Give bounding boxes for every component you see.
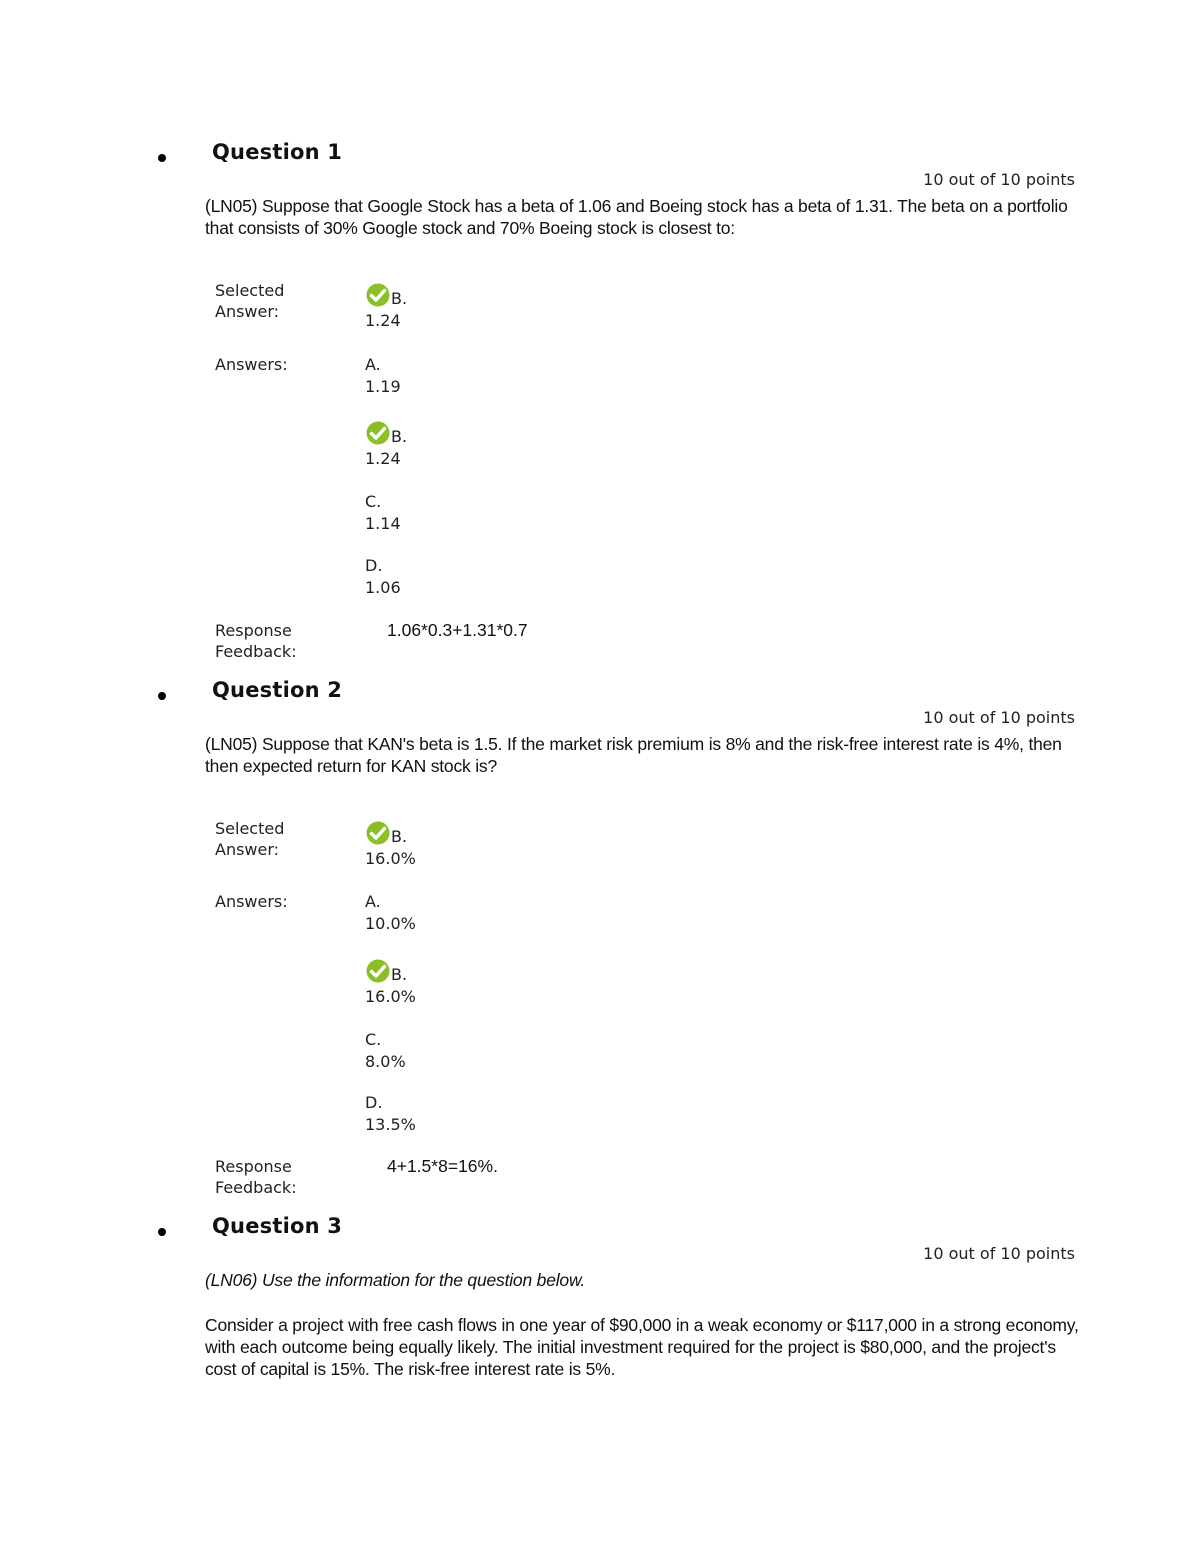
answer-value: 13.5% <box>365 1115 416 1134</box>
question-intro: (LN06) Use the information for the question below. <box>205 1270 586 1290</box>
answer-option-c <box>365 1029 406 1073</box>
answers-label: Answers: <box>215 892 288 911</box>
answer-option-b <box>365 956 416 1008</box>
answer-letter: A. <box>365 892 381 911</box>
answer-option-a <box>365 354 401 398</box>
question-points: 10 out of 10 points <box>923 1244 1075 1263</box>
answer-value: 8.0% <box>365 1052 406 1071</box>
answer-option-d <box>365 555 401 599</box>
bullet <box>158 692 166 700</box>
answer-option-a <box>365 891 416 935</box>
question-text: Consider a project with free cash flows in one year of $90,000 in a weak economy or $117,000 in a strong economy, with each outcome being equally likely. The initial investment required for the project is $80,000, and the project's cost of capital is 15%. The risk-free interest rate is 5%. <box>205 1315 1079 1379</box>
answer-letter: B. <box>391 427 408 446</box>
answer-value: 16.0% <box>365 849 416 868</box>
answer-value: 10.0% <box>365 914 416 933</box>
response-feedback: 1.06*0.3+1.31*0.7 <box>387 620 528 640</box>
selected-answer <box>365 818 416 870</box>
answer-value: 1.24 <box>365 449 401 468</box>
answer-letter: B. <box>391 827 408 846</box>
answer-value: 1.19 <box>365 377 401 396</box>
answer-option-c <box>365 491 401 535</box>
question-text: (LN05) Suppose that Google Stock has a beta of 1.06 and Boeing stock has a beta of 1.31. The beta on a portfolio that consists of 30% Google stock and 70% Boeing stock is closest to: <box>205 196 1068 238</box>
answer-letter: D. <box>365 1093 383 1112</box>
answer-option-b <box>365 418 407 470</box>
answer-letter: C. <box>365 492 382 511</box>
answer-letter: B. <box>391 289 408 308</box>
answer-value: 1.24 <box>365 311 401 330</box>
selected-answer-label: Selected Answer: <box>215 281 285 321</box>
question-title: Question 1 <box>212 140 343 164</box>
answer-value: 1.06 <box>365 578 401 597</box>
check-icon <box>365 820 391 846</box>
bullet <box>158 154 166 162</box>
question-title: Question 2 <box>212 678 343 702</box>
selected-answer-label: Selected Answer: <box>215 819 285 859</box>
answer-letter: A. <box>365 355 381 374</box>
question-points: 10 out of 10 points <box>923 170 1075 189</box>
response-feedback-label: Response Feedback: <box>215 1157 297 1197</box>
response-feedback-label: Response Feedback: <box>215 621 297 661</box>
response-feedback: 4+1.5*8=16%. <box>387 1156 498 1176</box>
answer-value: 1.14 <box>365 514 401 533</box>
answers-label: Answers: <box>215 355 288 374</box>
question-title: Question 3 <box>212 1214 343 1238</box>
selected-answer <box>365 280 407 332</box>
answer-value: 16.0% <box>365 987 416 1006</box>
check-icon <box>365 958 391 984</box>
question-text: (LN05) Suppose that KAN's beta is 1.5. If the market risk premium is 8% and the risk-free interest rate is 4%, then then expected return for KAN stock is? <box>205 734 1062 776</box>
check-icon <box>365 420 391 446</box>
bullet <box>158 1228 166 1236</box>
answer-option-d <box>365 1092 416 1136</box>
answer-letter: C. <box>365 1030 382 1049</box>
check-icon <box>365 282 391 308</box>
answer-letter: D. <box>365 556 383 575</box>
question-points: 10 out of 10 points <box>923 708 1075 727</box>
answer-letter: B. <box>391 965 408 984</box>
